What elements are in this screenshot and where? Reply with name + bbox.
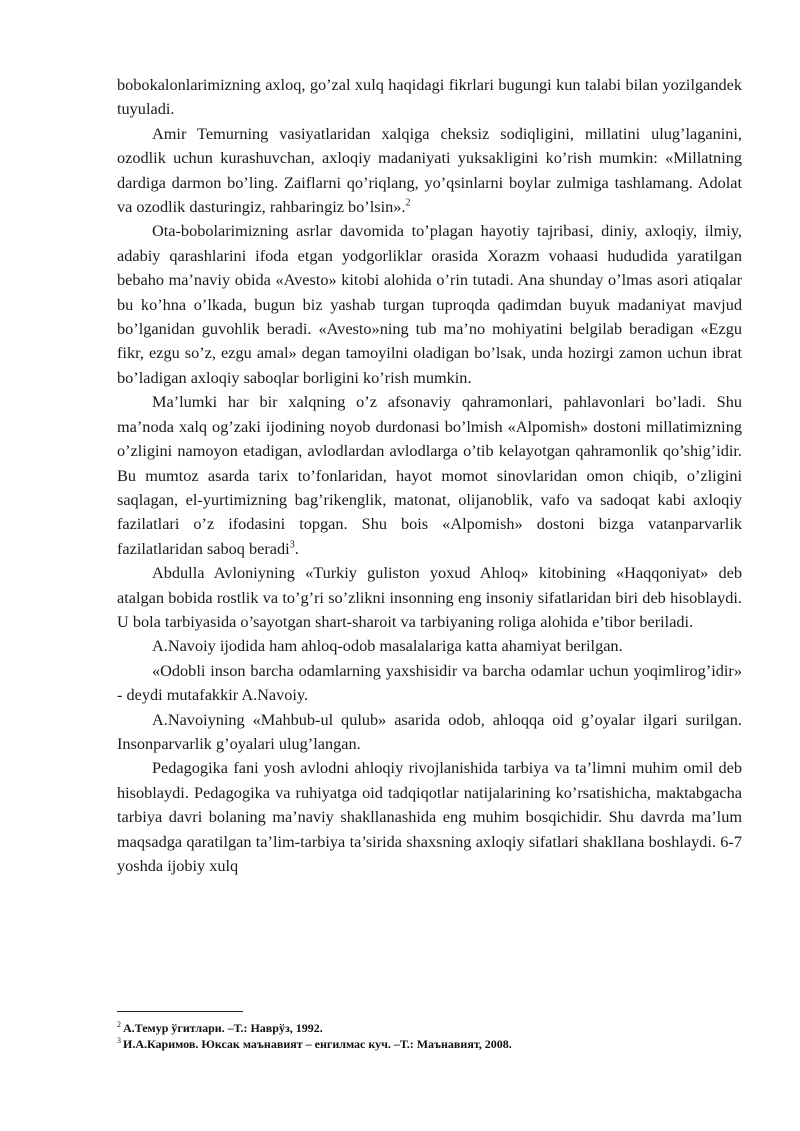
paragraph: A.Navoiyning «Mahbub-ul qulub» asarida odob, ahloqqa oid g’oyalar ilgari surilgan. Insonparvarlik g’oyalari ulug’langan.: [117, 709, 742, 753]
footnote-number: 2: [117, 1020, 121, 1029]
paragraph: Ota-bobolarimizning asrlar davomida to’plagan hayotiy tajribasi, diniy, axloqiy, ilmiy, adabiy qarashlarini ifoda etgan yodgorliklar orasida Xorazm vohaasi hududida yaratilgan bebaho ma’naviy obida «Avesto» kitobi alohida o’rin tutadi. Ana shunday o’lmas asori atiqalar bu ko’hna o’lkada, bugun biz yashab turgan tuproqda qadimdan buyuk madaniyat mavjud bo’lganidan guvohlik beradi. «Avesto»ning tub ma’no mohiyatini belgilab beradigan «Ezgu fikr, ezgu so’z, ezgu amal» degan tamoyilni oladigan bo’lsak, unda hozirgi zamon uchun ibrat bo’ladigan axloqiy saboqlar borligini ko’rish mumkin.: [117, 221, 742, 387]
paragraph: A.Navoiy ijodida ham ahloq-odob masalalariga katta ahamiyat berilgan.: [152, 636, 623, 656]
paragraph: Ma’lumki har bir xalqning o’z afsonaviy qahramonlari, pahlavonlari bo’ladi. Shu ma’noda xalq og’zaki ijodining noyob durdonasi bo’lmish «Alpomish» dostoni millatimizning o’zligini namoyon etadigan, avlodlardan avlodlarga o’tib kelayotgan qahramonlik qo’shig’idir. Bu mumtoz asarda tarix to’fonlaridan, hayot momot sinovlaridan omon chiqib, o’zligini saqlagan, el-yurtimizning bag’rikenglik, matonat, olijanoblik, vafo va sadoqat kabi axloqiy fazilatlari o’z ifodasini topgan. Shu bois «Alpomish» dostoni bizga vatanparvarlik fazilatlaridan saboq beradi$^3$.: [117, 392, 742, 558]
footnote-text: И.А.Каримов. Юксак маънавият – енгилмас куч. –Т.: Маънавият, 2008.: [123, 1037, 512, 1051]
footnote-text: А.Темур ўгитлари. –Т.: Наврўз, 1992.: [123, 1021, 323, 1035]
paragraph: «Odobli inson barcha odamlarning yaxshisidir va barcha odamlar uchun yoqimlirog’idir» - deydi mutafakkir A.Navoiy.: [117, 660, 742, 705]
footnote: [117, 1036, 742, 1052]
footnote-ref[interactable]: 2: [405, 197, 411, 209]
footnotes: [117, 1020, 742, 1052]
paragraph: Pedagogika fani yosh avlodni ahloqiy rivojlanishida tarbiya va ta’limni muhim omil deb hisoblaydi. Pedagogika va ruhiyatga oid tadqiqotlar natijalarining ko’rsatishicha, maktabgacha tarbiya davri bolaning ma’naviy shakllanashida eng muhim bosqichidir. Shu davrda ma’lum maqsadga qaratilgan ta’lim-tarbiya ta’sirida shaxsning axloqiy sifatlari shakllana boshlaydi. 6-7 yoshda ijobiy xulq: [117, 758, 742, 875]
paragraph: Abdulla Avloniyning «Turkiy guliston yoxud Ahloq» kitobining «Haqqoniyat» deb atalgan bobida rostlik va to’g’ri so’zlikni insonning eng insoniy sifatlaridan biri deb hisoblaydi. U bola tarbiyasida o’sayotgan shart-sharoit va tarbiyaning roliga alohida e’tibor beriladi.: [117, 563, 742, 631]
body-text: [117, 73, 742, 878]
footnote-number: 3: [117, 1036, 121, 1045]
footnote-divider: [117, 1011, 243, 1012]
footnote: [117, 1020, 742, 1036]
paragraph: bobokalonlarimizning axloq, go’zal xulq haqidagi fikrlari bugungi kun talabi bilan yozilgandek tuyuladi.: [117, 75, 742, 119]
paragraph: Amir Temurning vasiyatlaridan xalqiga cheksiz sodiqligini, millatini ulug’laganini, ozodlik uchun kurashuvchan, axloqiy madaniyati yuksakligini ko’rish mumkin: «Millatning dardiga darmon bo’ling. Zaiflarni qo’riqlang, yo’qsinlarni boylar zulmiga tashlamang. Adolat va ozodlik dasturingiz, rahbaringiz bo’lsin».$^2$: [117, 123, 742, 217]
footnote-ref[interactable]: 3: [289, 539, 295, 551]
